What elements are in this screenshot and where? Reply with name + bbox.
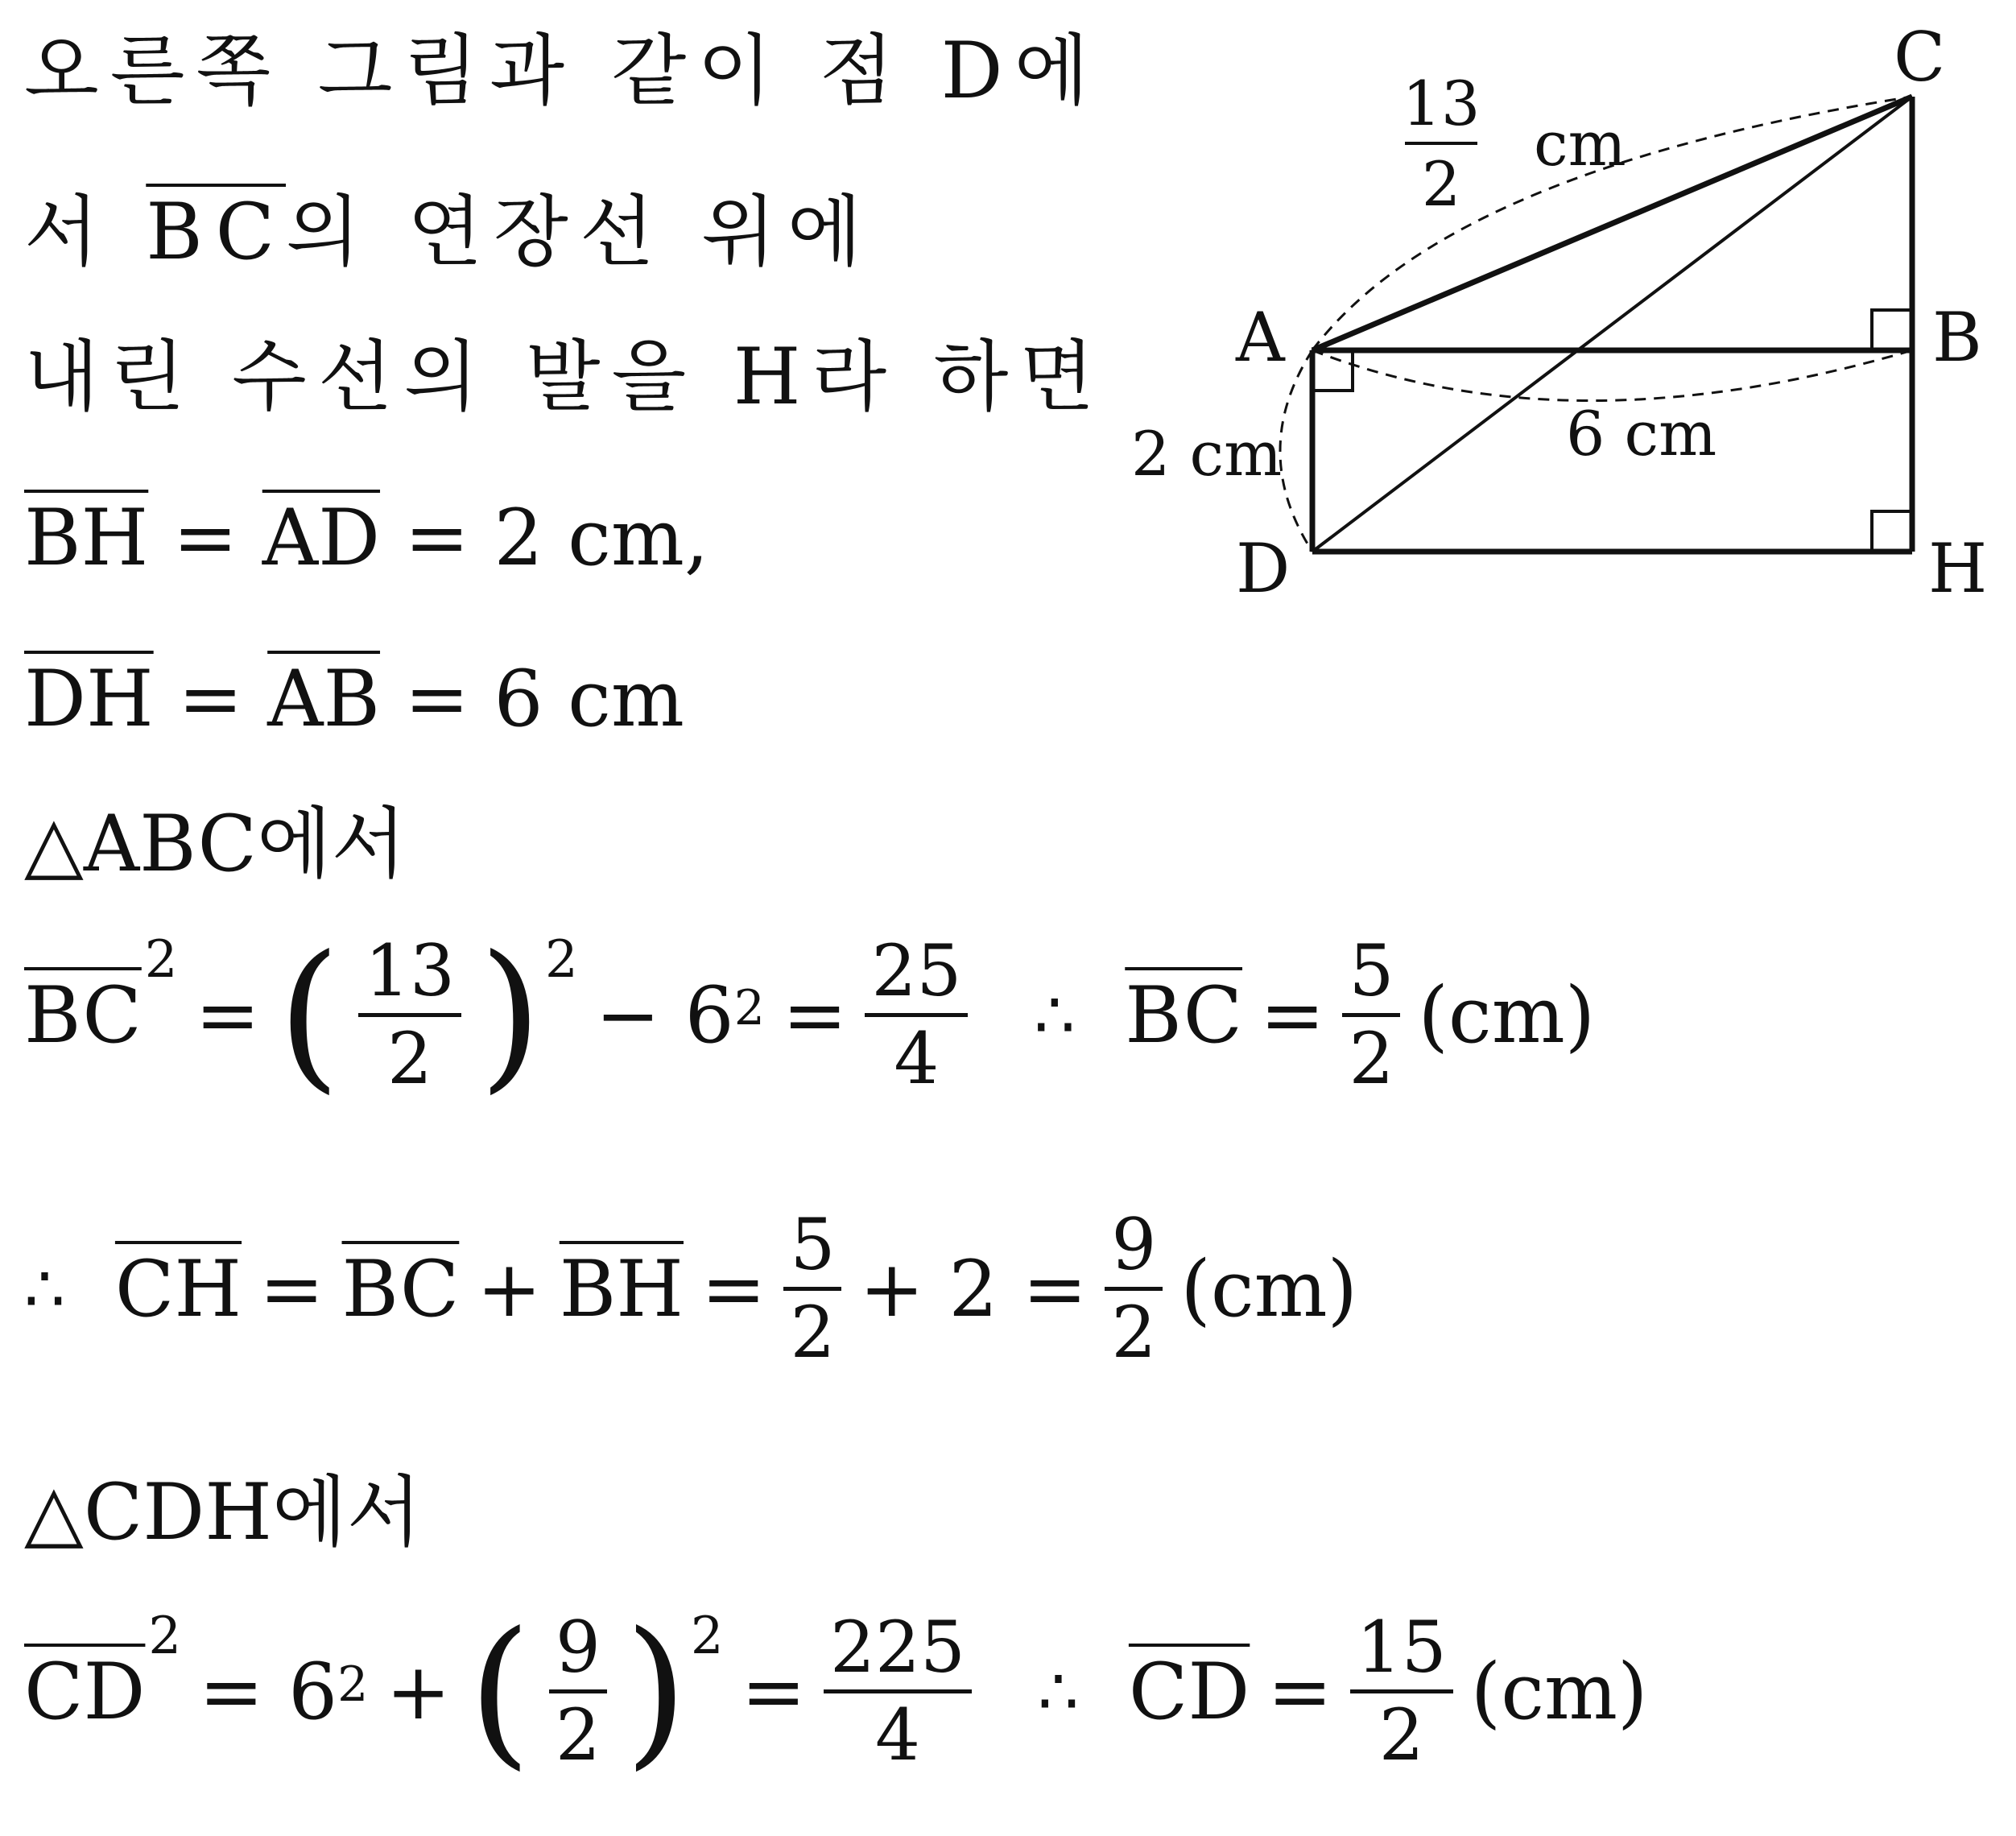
left-paren: ( — [468, 1597, 531, 1785]
length-ad: 2 cm — [1131, 418, 1283, 490]
length-ac-unit: cm — [1534, 108, 1626, 180]
exponent: 2 — [144, 930, 178, 990]
segment-ad: $\overline{AD}$ — [262, 493, 381, 583]
right-paren: ) — [478, 920, 542, 1109]
length-labels — [1131, 68, 1716, 490]
length-ac-numerator: 13 — [1402, 68, 1481, 139]
equals: = — [1260, 970, 1325, 1061]
length-ab: 6 cm — [1566, 398, 1717, 469]
exponent: 2 — [148, 1606, 182, 1666]
numerator: 5 — [1342, 934, 1400, 1017]
exponent: 2 — [690, 1606, 724, 1666]
plus: + — [477, 1243, 542, 1334]
label-a: A — [1236, 298, 1285, 377]
denominator: 2 — [1111, 1291, 1157, 1375]
line-3: 내린 수선의 발을 H라 하면 — [24, 332, 1106, 422]
denominator: 2 — [1349, 1017, 1394, 1101]
equals: = — [195, 970, 260, 1061]
denominator: 2 — [1378, 1693, 1424, 1777]
equals: = — [178, 654, 243, 744]
equals-six: = $6^2$ — [199, 1646, 369, 1737]
numerator: 9 — [549, 1611, 607, 1693]
line-1: 오른쪽 그림과 같이 점 D에 — [24, 26, 1101, 116]
equals: = — [172, 493, 238, 583]
line-4-tail: = 2 cm, — [404, 493, 709, 583]
line-5-tail: = 6 cm — [404, 654, 684, 744]
unit: (cm) — [1470, 1646, 1648, 1737]
segment-ch: $\overline{CH}$ — [114, 1243, 242, 1334]
segment-bc: $\overline{BC}$ — [24, 970, 142, 1061]
line-2-post: 의 연장선 위에 — [286, 187, 874, 277]
therefore-symbol: ∴ — [24, 1251, 65, 1326]
equals: = — [782, 970, 848, 1061]
label-c: C — [1894, 18, 1946, 97]
arc-ad — [1280, 350, 1312, 552]
segment-bc: $\overline{BC}$ — [146, 187, 287, 277]
denominator: 2 — [790, 1291, 836, 1375]
denominator: 2 — [386, 1017, 432, 1101]
numerator: 225 — [824, 1611, 972, 1693]
equals: = — [741, 1646, 807, 1737]
segment-bc: $\overline{BC}$ — [341, 1243, 460, 1334]
segment-ab: $\overline{AB}$ — [267, 654, 381, 744]
numerator: 5 — [783, 1208, 841, 1291]
equals: = — [1267, 1646, 1332, 1737]
segment-bh: $\overline{BH}$ — [24, 493, 149, 583]
minus-term: − $6^2$ — [595, 970, 765, 1061]
right-paren: ) — [624, 1597, 688, 1785]
equals: = — [701, 1243, 766, 1334]
vertex-labels — [1235, 18, 1987, 608]
plus: + — [386, 1646, 451, 1737]
numerator: 15 — [1350, 1611, 1453, 1693]
line-2-pre: 서 — [24, 187, 147, 277]
exponent: 2 — [544, 930, 578, 990]
equals: = — [259, 1243, 324, 1334]
label-h: H — [1928, 529, 1988, 608]
arc-ab — [1312, 350, 1912, 401]
right-angle-a — [1312, 350, 1353, 391]
right-angle-b — [1872, 310, 1912, 350]
segment-cd: $\overline{CD}$ — [1128, 1646, 1250, 1737]
therefore-symbol: ∴ — [1034, 977, 1076, 1052]
segment-cd: $\overline{CD}$ — [24, 1646, 146, 1737]
label-b: B — [1932, 298, 1982, 377]
denominator: 2 — [555, 1693, 601, 1777]
therefore-symbol: ∴ — [1037, 1653, 1079, 1729]
unit: (cm) — [1180, 1243, 1358, 1334]
label-d: D — [1236, 529, 1291, 608]
length-ac-denominator: 2 — [1421, 148, 1461, 220]
line-6: △ABC에서 — [24, 799, 407, 889]
left-paren: ( — [277, 920, 341, 1109]
numerator: 13 — [358, 934, 461, 1017]
numerator: 9 — [1105, 1208, 1163, 1291]
line-10: △CDH에서 — [24, 1467, 422, 1557]
right-angle-h — [1872, 511, 1912, 552]
segment-bc: $\overline{BC}$ — [1125, 970, 1243, 1061]
segment-dh: $\overline{DH}$ — [24, 654, 154, 744]
denominator: 4 — [875, 1693, 920, 1777]
denominator: 4 — [894, 1017, 940, 1101]
plus-two: + 2 = — [859, 1243, 1088, 1334]
numerator: 25 — [865, 934, 968, 1017]
unit: (cm) — [1418, 970, 1596, 1061]
segment-bh: $\overline{BH}$ — [559, 1243, 684, 1334]
